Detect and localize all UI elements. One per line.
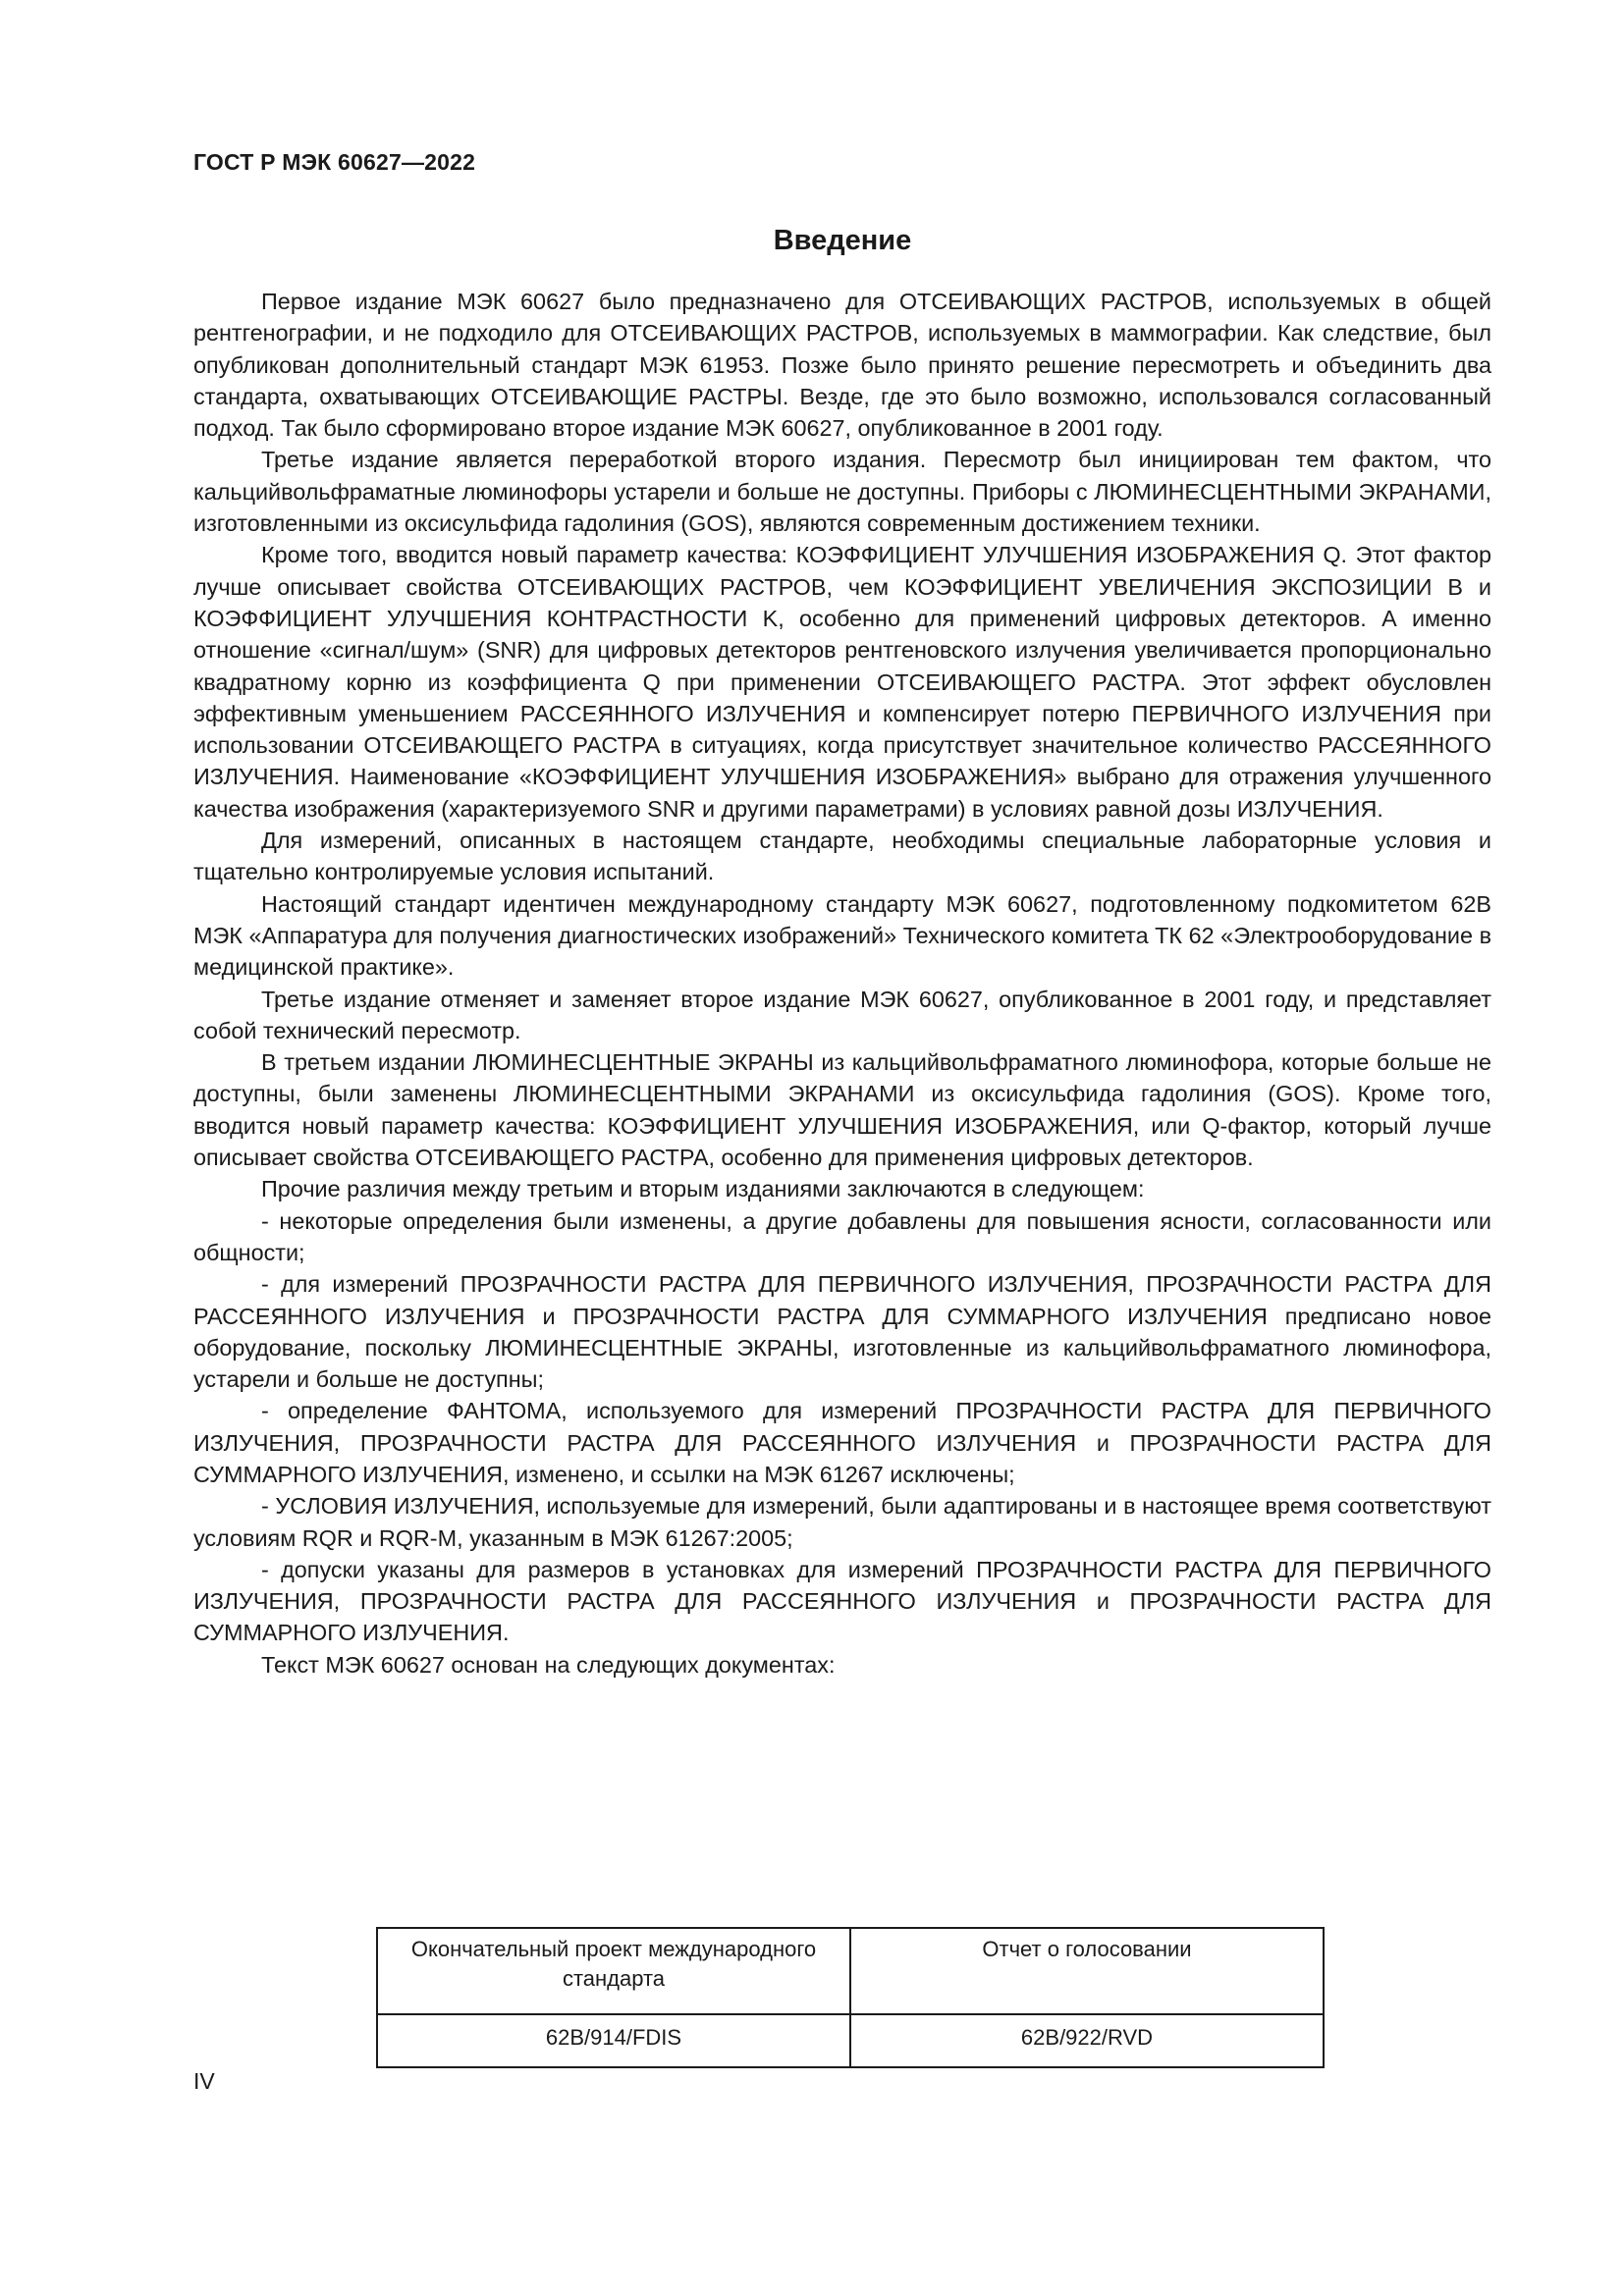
paragraph: В третьем издании ЛЮМИНЕСЦЕНТНЫЕ ЭКРАНЫ из кальцийвольфраматного люминофора, которые больше не доступны, были заменены ЛЮМИНЕСЦЕНТНЫМИ ЭКРАНАМИ из оксисульфида гадолиния (GOS). Кроме того, вводится новый параметр качества: КОЭФФИЦИЕНТ УЛУЧШЕНИЯ ИЗОБРАЖЕНИЯ, или Q-фактор, который лучше описывает свойства ОТСЕИВАЮЩЕГО РАСТРА, особенно для применения цифровых детекторов. [193, 1049, 1491, 1171]
list-item: - определение ФАНТОМА, используемого для измерений ПРОЗРАЧНОСТИ РАСТРА ДЛЯ ПЕРВИЧНОГО ИЗЛУЧЕНИЯ, ПРОЗРАЧНОСТИ РАСТРА ДЛЯ РАССЕЯННОГО ИЗЛУЧЕНИЯ и ПРОЗРАЧНОСТИ РАСТРА ДЛЯ СУММАРНОГО ИЗЛУЧЕНИЯ, изменено, и ссылки на МЭК 61267 исключены; [193, 1398, 1491, 1487]
paragraph: Для измерений, описанных в настоящем стандарте, необходимы специальные лабораторные условия и тщательно контролируемые условия испытаний. [193, 828, 1491, 885]
documents-table [376, 1927, 1325, 2068]
list-item: - допуски указаны для размеров в установках для измерений ПРОЗРАЧНОСТИ РАСТРА ДЛЯ ПЕРВИЧНОГО ИЗЛУЧЕНИЯ, ПРОЗРАЧНОСТИ РАСТРА ДЛЯ РАССЕЯННОГО ИЗЛУЧЕНИЯ и ПРОЗРАЧНОСТИ РАСТРА ДЛЯ СУММАРНОГО ИЗЛУЧЕНИЯ. [193, 1556, 1491, 1646]
paragraph: Настоящий стандарт идентичен международному стандарту МЭК 60627, подготовленному подкомитетом 62В МЭК «Аппаратура для получения диагностических изображений» Технического комитета ТК 62 «Электрооборудование в медицинской практике». [193, 890, 1491, 981]
list-item: - УСЛОВИЯ ИЗЛУЧЕНИЯ, используемые для измерений, были адаптированы и в настоящее время соответствуют условиям RQR и RQR-M, указанным в МЭК 61267:2005; [193, 1493, 1491, 1551]
page-number: IV [193, 2068, 215, 2094]
table-header-row [377, 1928, 1324, 2014]
paragraph: Первое издание МЭК 60627 было предназначено для ОТСЕИВАЮЩИХ РАСТРОВ, используемых в общей рентгенографии, и не подходило для ОТСЕИВАЮЩИХ РАСТРОВ, используемых в маммографии. Как следствие, был опубликован дополнительный стандарт МЭК 61953. Позже было принято решение пересмотреть и объединить два стандарта, охватывающих ОТСЕИВАЮЩИЕ РАСТРЫ. Везде, где это было возможно, использовался согласованный подход. Так было сформировано второе издание МЭК 60627, опубликованное в 2001 году. [193, 289, 1491, 442]
list-item: - некоторые определения были изменены, а другие добавлены для повышения ясности, согласованности или общности; [193, 1207, 1491, 1265]
table-header-voting-report: Отчет о голосовании [850, 1928, 1324, 2014]
paragraph: Кроме того, вводится новый параметр качества: КОЭФФИЦИЕНТ УЛУЧШЕНИЯ ИЗОБРАЖЕНИЯ Q. Этот фактор лучше описывает свойства ОТСЕИВАЮЩИХ РАСТРОВ, чем КОЭФФИЦИЕНТ УВЕЛИЧЕНИЯ ЭКСПОЗИЦИИ B и КОЭФФИЦИЕНТ УЛУЧШЕНИЯ КОНТРАСТНОСТИ K, особенно для применений цифровых детекторов. А именно отношение «сигнал/шум» (SNR) для цифровых детекторов рентгеновского излучения увеличивается пропорционально квадратному корню из коэффициента Q при применении ОТСЕИВАЮЩЕГО РАСТРА. Этот эффект обусловлен эффективным уменьшением РАССЕЯННОГО ИЗЛУЧЕНИЯ и компенсирует потерю ПЕРВИЧНОГО ИЗЛУЧЕНИЯ при использовании ОТСЕИВАЮЩЕГО РАСТРА в ситуациях, когда присутствует значительное количество РАССЕЯННОГО ИЗЛУЧЕНИЯ. Наименование «КОЭФФИЦИЕНТ УЛУЧШЕНИЯ ИЗОБРАЖЕНИЯ» выбрано для отражения улучшенного качества изображения (характеризуемого SNR и другими параметрами) в условиях равной дозы ИЗЛУЧЕНИЯ. [193, 542, 1491, 822]
body-text [193, 286, 1491, 1681]
table-header-fdis: Окончательный проект международного стандарта [377, 1928, 850, 2014]
list-item: - для измерений ПРОЗРАЧНОСТИ РАСТРА ДЛЯ ПЕРВИЧНОГО ИЗЛУЧЕНИЯ, ПРОЗРАЧНОСТИ РАСТРА ДЛЯ РАССЕЯННОГО ИЗЛУЧЕНИЯ и ПРОЗРАЧНОСТИ РАСТРА ДЛЯ СУММАРНОГО ИЗЛУЧЕНИЯ предписано новое оборудование, поскольку ЛЮМИНЕСЦЕНТНЫЕ ЭКРАНЫ, изготовленные из кальцийвольфраматного люминофора, устарели и больше не доступны; [193, 1271, 1491, 1393]
table-row [377, 2014, 1324, 2067]
paragraph: Третье издание является переработкой второго издания. Пересмотр был инициирован тем фактом, что кальцийвольфраматные люминофоры устарели и больше не доступны. Приборы с ЛЮМИНЕСЦЕНТНЫМИ ЭКРАНАМИ, изготовленными из оксисульфида гадолиния (GOS), являются современным достижением техники. [193, 447, 1491, 537]
paragraph: Текст МЭК 60627 основан на следующих документах: [261, 1651, 836, 1678]
paragraph: Третье издание отменяет и заменяет второе издание МЭК 60627, опубликованное в 2001 году, и представляет собой технический пересмотр. [193, 986, 1491, 1043]
paragraph: Прочие различия между третьим и вторым изданиями заключаются в следующем: [261, 1176, 1145, 1202]
section-title: Введение [773, 225, 912, 256]
table-cell-rvd: 62B/922/RVD [850, 2014, 1324, 2067]
standard-id-header: ГОСТ Р МЭК 60627—2022 [193, 149, 476, 175]
table-cell-fdis: 62B/914/FDIS [377, 2014, 850, 2067]
